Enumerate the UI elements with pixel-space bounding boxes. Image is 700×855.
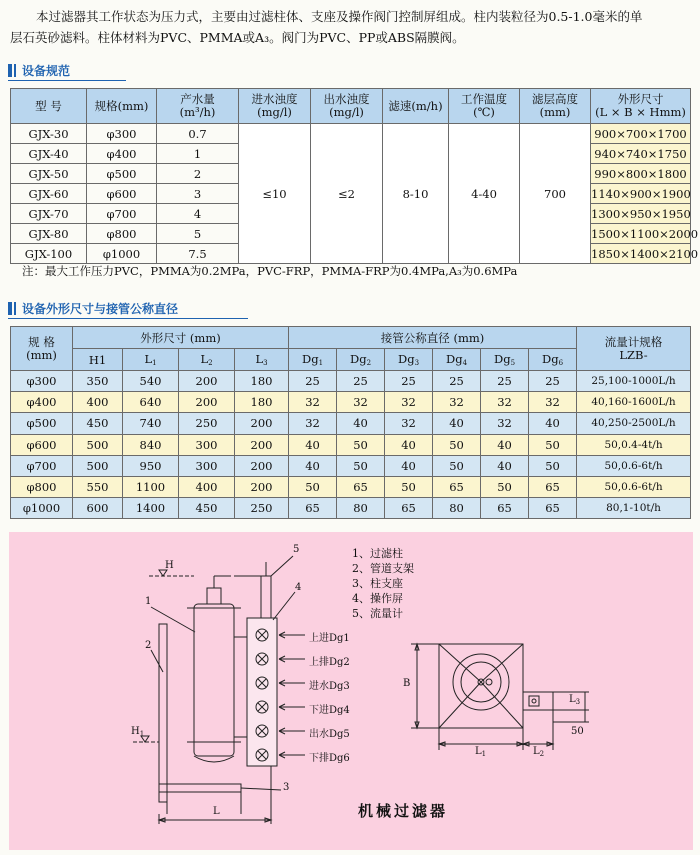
legend-item: 3、柱支座 [352,577,403,590]
cell-dg4: 50 [433,455,481,476]
cell-flowmeter: 25,100-1000L/h [577,371,691,392]
col-dg5: $Dg_5$ [481,349,529,371]
section-marker-icon [14,64,16,77]
cell-l1: 1400 [123,498,179,519]
pressure-note: 注：最大工作压力PVC，PMMA为0.2MPa，PVC-FRP，PMMA-FRP为0.4MPa,A₃为0.6MPa [22,264,518,278]
cell-dims: 1300×950×1950 [591,204,691,224]
section-underline [8,80,126,81]
cell-h1: 400 [73,392,123,413]
cell-l3: 200 [235,476,289,497]
valve-label: 下进Dg4 [309,705,350,716]
cell-dims: 900×700×1700 [591,124,691,144]
dim-label-l2: $L_2$ [533,746,545,758]
dimension-table [10,326,691,519]
col-dg4: $Dg_4$ [433,349,481,371]
section-title: 设备规范 [22,64,71,78]
cell-flowmeter: 80,1-10t/h [577,498,691,519]
table-row [11,371,691,392]
cell-output: 3 [157,184,239,204]
valve-label: 出水Dg5 [309,729,350,740]
col-output: 产水量 (m³/h) [157,89,239,124]
cell-spec: φ700 [11,455,73,476]
col-l2: $L_2$ [179,349,235,371]
col-model: 型 号 [11,89,87,124]
cell-l1: 1100 [123,476,179,497]
filter-column [194,604,234,756]
col-outline-group: 外形尺寸 (mm) [73,327,289,349]
col-dg6: $Dg_6$ [529,349,577,371]
cell-spec: φ600 [87,184,157,204]
cell-model: GJX-60 [11,184,87,204]
cell-dg5: 32 [481,392,529,413]
cell-dg1: 65 [289,498,337,519]
section-marker-icon [8,302,12,315]
col-spec: 规格(mm) [87,89,157,124]
cell-model: GJX-30 [11,124,87,144]
cell-spec: φ800 [87,224,157,244]
cell-dg4: 50 [433,434,481,455]
intro-line-2: 层石英砂滤料。柱体材料为PVC、PMMA或A₃。阀门为PVC、PP或ABS隔膜阀。 [10,30,465,45]
section-title: 设备外形尺寸与接管公称直径 [22,302,179,316]
cell-dg2: 50 [337,455,385,476]
cell-l2: 400 [179,476,235,497]
cell-model: GJX-100 [11,244,87,264]
cell-height-shared: 700 [520,124,591,264]
cell-spec: φ600 [11,434,73,455]
cell-h1: 500 [73,434,123,455]
cell-l1: 640 [123,392,179,413]
cell-model: GJX-40 [11,144,87,164]
cell-model: GJX-80 [11,224,87,244]
cell-dg6: 65 [529,476,577,497]
cell-flowmeter: 50,0.4-4t/h [577,434,691,455]
col-dg3: $Dg_3$ [385,349,433,371]
cell-flowmeter: 50,0.6-6t/h [577,455,691,476]
cell-spec: φ500 [11,413,73,434]
table-row [11,413,691,434]
col-outlet-turbidity: 出水浊度 (mg/l) [311,89,383,124]
table-row [11,476,691,497]
table-row [11,124,691,144]
cell-dg2: 25 [337,371,385,392]
dim-label-l: L [213,806,220,817]
cell-output: 0.7 [157,124,239,144]
diagram-drawing [9,532,693,850]
cell-l2: 200 [179,392,235,413]
cell-inlet-shared: ≤10 [239,124,311,264]
cell-dg2: 65 [337,476,385,497]
diagram-legend [352,546,414,621]
cell-dg4: 25 [433,371,481,392]
cell-dims: 1500×1100×2000 [591,224,691,244]
cell-flowmeter: 50,0.6-6t/h [577,476,691,497]
section-marker-icon [8,64,12,77]
col-l3: $L_3$ [235,349,289,371]
col-height: 滤层高度 (mm) [520,89,591,124]
cell-outlet-shared: ≤2 [311,124,383,264]
cell-l1: 950 [123,455,179,476]
col-pipe-group: 接管公称直径 (mm) [289,327,577,349]
cell-spec: φ500 [87,164,157,184]
cell-dg5: 40 [481,434,529,455]
col-l1: $L_1$ [123,349,179,371]
column-base [159,784,241,792]
table-row [11,498,691,519]
legend-item: 5、流量计 [352,607,403,620]
table-row [11,455,691,476]
callout-label: 4 [295,582,302,593]
cell-dims: 990×800×1800 [591,164,691,184]
col-dg1: $Dg_1$ [289,349,337,371]
cell-h1: 350 [73,371,123,392]
cell-l3: 250 [235,498,289,519]
cell-spec: φ300 [11,371,73,392]
cell-spec: φ800 [11,476,73,497]
callout-label: 2 [145,640,152,651]
valve-label: 上排Dg2 [309,657,350,668]
cell-output: 4 [157,204,239,224]
cell-dg2: 32 [337,392,385,413]
cell-l3: 200 [235,413,289,434]
cell-output: 2 [157,164,239,184]
dim-label-l1: $L_1$ [475,746,487,758]
cell-dg2: 40 [337,413,385,434]
section-heading-specs [8,62,70,79]
cell-spec: φ1000 [87,244,157,264]
table-header-row [11,89,691,124]
flowmeter [261,576,271,618]
cell-dg6: 25 [529,371,577,392]
table-row [11,392,691,413]
dim-label-h: H [165,560,174,571]
cell-dg2: 50 [337,434,385,455]
cell-l3: 200 [235,434,289,455]
cell-output: 5 [157,224,239,244]
col-h1: H1 [73,349,123,371]
cell-dg3: 32 [385,413,433,434]
cell-l1: 540 [123,371,179,392]
cell-l3: 180 [235,371,289,392]
legend-item: 2、管道支架 [352,562,414,575]
cell-dims: 1140×900×1900 [591,184,691,204]
col-flowmeter: 流量计规格 LZB- [577,327,691,371]
cell-l3: 200 [235,455,289,476]
cell-dg1: 50 [289,476,337,497]
cell-dg3: 40 [385,434,433,455]
cell-l2: 200 [179,371,235,392]
cell-dims: 1850×1400×2100 [591,244,691,264]
cell-dg1: 40 [289,434,337,455]
intro-line-1: 本过滤器其工作状态为压力式，主要由过滤柱体、支座及操作阀门控制屏组成。柱内装粒径为0.5-1.0毫米的单 [36,9,643,24]
cell-model: GJX-50 [11,164,87,184]
spec-table [10,88,699,264]
cell-dg1: 40 [289,455,337,476]
cell-flowmeter: 40,250-2500L/h [577,413,691,434]
cell-model: GJX-70 [11,204,87,224]
section-underline [8,318,248,319]
cell-l2: 300 [179,455,235,476]
legend-item: 1、过滤柱 [352,547,403,560]
callout-label: 5 [293,544,300,555]
cell-dg5: 50 [481,476,529,497]
col-spec: 规 格 (mm) [11,327,73,371]
table-row [11,434,691,455]
cell-dg1: 32 [289,392,337,413]
dim-label-50: 50 [571,726,584,737]
cell-l1: 840 [123,434,179,455]
section-marker-icon [14,302,16,315]
dim-label-l3: $L_3$ [569,694,581,706]
cell-dg5: 40 [481,455,529,476]
col-inlet-turbidity: 进水浊度 (mg/l) [239,89,311,124]
cell-l2: 450 [179,498,235,519]
cell-dg3: 50 [385,476,433,497]
cell-dg3: 40 [385,455,433,476]
cell-l1: 740 [123,413,179,434]
cell-temp-shared: 4-40 [449,124,520,264]
cell-dg3: 25 [385,371,433,392]
cell-dg4: 40 [433,413,481,434]
cell-dg6: 32 [529,392,577,413]
cell-h1: 600 [73,498,123,519]
legend-item: 4、操作屏 [352,592,403,605]
cell-dg5: 32 [481,413,529,434]
callout-label: 1 [145,596,152,607]
cell-h1: 450 [73,413,123,434]
cell-dg6: 40 [529,413,577,434]
cell-flowmeter: 40,160-1600L/h [577,392,691,413]
cell-output: 1 [157,144,239,164]
cell-spec: φ1000 [11,498,73,519]
top-valve [207,588,221,604]
col-dg2: $Dg_2$ [337,349,385,371]
filter-diagram [9,532,693,850]
cell-h1: 550 [73,476,123,497]
valve-label: 下排Dg6 [309,753,350,764]
cell-dg5: 65 [481,498,529,519]
valve-label: 进水Dg3 [309,681,350,692]
cell-dg4: 80 [433,498,481,519]
dim-label-h1: $H_1$ [131,726,145,738]
plan-base [439,644,523,728]
cell-dims: 940×740×1750 [591,144,691,164]
callout-label: 3 [283,782,290,793]
valve-label: 上进Dg1 [309,633,350,644]
table-header-row [11,327,691,349]
cell-dg3: 65 [385,498,433,519]
pipe-support [159,624,167,802]
col-speed: 滤速(m/h) [383,89,449,124]
col-temp: 工作温度 (℃) [449,89,520,124]
col-dims: 外形尺寸 (L × B × Hmm) [591,89,691,124]
flow-arrows [279,632,305,758]
cell-spec: φ300 [87,124,157,144]
cell-h1: 500 [73,455,123,476]
diagram-title: 机械过滤器 [358,802,449,820]
intro-paragraph [10,6,690,48]
cell-dg5: 25 [481,371,529,392]
cell-l2: 250 [179,413,235,434]
cell-dg6: 50 [529,434,577,455]
cell-spec: φ400 [87,144,157,164]
cell-dg6: 65 [529,498,577,519]
cell-dg1: 32 [289,413,337,434]
cell-dg1: 25 [289,371,337,392]
cell-dg4: 32 [433,392,481,413]
operation-panel [247,618,277,766]
cell-spec: φ400 [11,392,73,413]
cell-speed-shared: 8-10 [383,124,449,264]
cell-spec: φ700 [87,204,157,224]
cell-l3: 180 [235,392,289,413]
section-heading-dimensions [8,300,178,317]
cell-dg2: 80 [337,498,385,519]
cell-l2: 300 [179,434,235,455]
cell-dg6: 50 [529,455,577,476]
cell-dg3: 32 [385,392,433,413]
cell-output: 7.5 [157,244,239,264]
dim-label-b: B [403,678,411,689]
cell-dg4: 65 [433,476,481,497]
